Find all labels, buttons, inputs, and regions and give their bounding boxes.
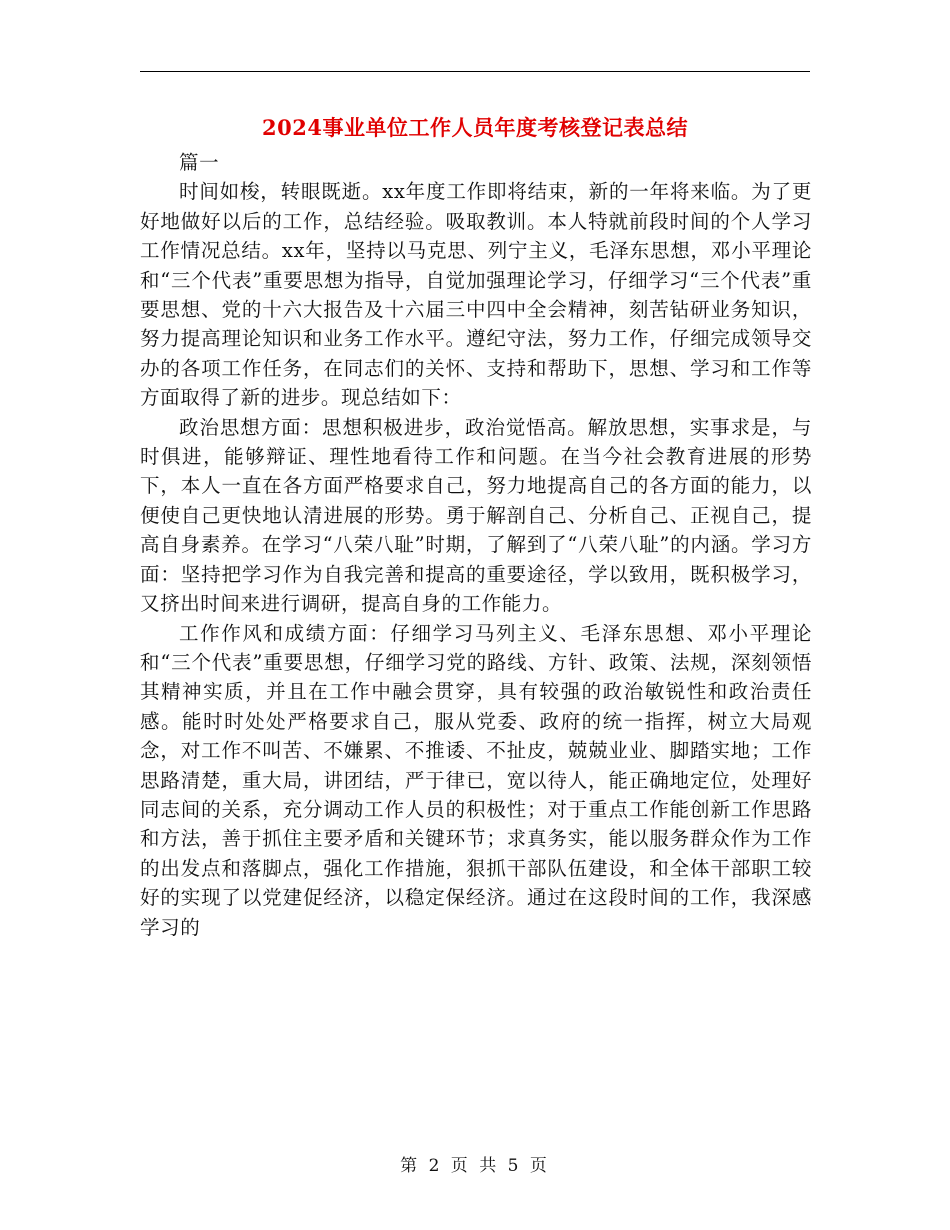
page-number: 第 2 页 共 5 页 bbox=[400, 1156, 550, 1176]
document-title: 2024事业单位工作人员年度考核登记表总结 bbox=[262, 115, 688, 140]
paragraph-political: 政治思想方面：思想积极进步，政治觉悟高。解放思想，实事求是，与时俱进，能够辩证、理性地看待工作和问题。在当今社会教育进展的形势下，本人一直在各方面严格要求自己，努力地提高自己的各方面的能力，以便使自己更快地认清进展的形势。勇于解剖自己、分析自己、正视自己，提高自身素养。在学习“八荣八耻”时期，了解到了“八荣八耻”的内涵。学习方面：坚持把学习作为自我完善和提高的重要途径，学以致用，既积极学习，又挤出时间来进行调研，提高自身的工作能力。 bbox=[140, 415, 812, 616]
paragraph-work-style: 工作作风和成绩方面：仔细学习马列主义、毛泽东思想、邓小平理论和“三个代表”重要思想，仔细学习党的路线、方针、政策、法规，深刻领悟其精神实质，并且在工作中融会贯穿，具有较强的政治敏锐性和政治责任感。能时时处处严格要求自己，服从党委、政府的统一指挥，树立大局观念，对工作不叫苦、不嫌累、不推诿、不扯皮，兢兢业业、脚踏实地；工作思路清楚，重大局，讲团结，严于律已，宽以待人，能正确地定位，处理好同志间的关系，充分调动工作人员的积极性；对于重点工作能创新工作思路和方法，善于抓住主要矛盾和关键环节；求真务实，能以服务群众作为工作的出发点和落脚点，强化工作措施，狠抓干部队伍建设，和全体干部职工较好的实现了以党建促经济，以稳定保经济。通过在这段时间的工作，我深感学习的 bbox=[140, 621, 812, 939]
paragraph-intro: 时间如梭，转眼既逝。xx年度工作即将结束，新的一年将来临。为了更好地做好以后的工作，总结经验。吸取教训。本人特就前段时间的个人学习工作情况总结。xx年，坚持以马克思、列宁主义，毛泽东思想，邓小平理论和“三个代表”重要思想为指导，自觉加强理论学习，仔细学习“三个代表”重要思想、党的十六大报告及十六届三中四中全会精神，刻苦钻研业务知识，努力提高理论知识和业务工作水平。遵纪守法，努力工作，仔细完成领导交办的各项工作任务，在同志们的关怀、支持和帮助下，思想、学习和工作等方面取得了新的进步。现总结如下： bbox=[140, 180, 812, 410]
document-body bbox=[140, 148, 812, 942]
header-rule bbox=[140, 71, 810, 72]
section-label: 篇一 bbox=[179, 151, 220, 174]
